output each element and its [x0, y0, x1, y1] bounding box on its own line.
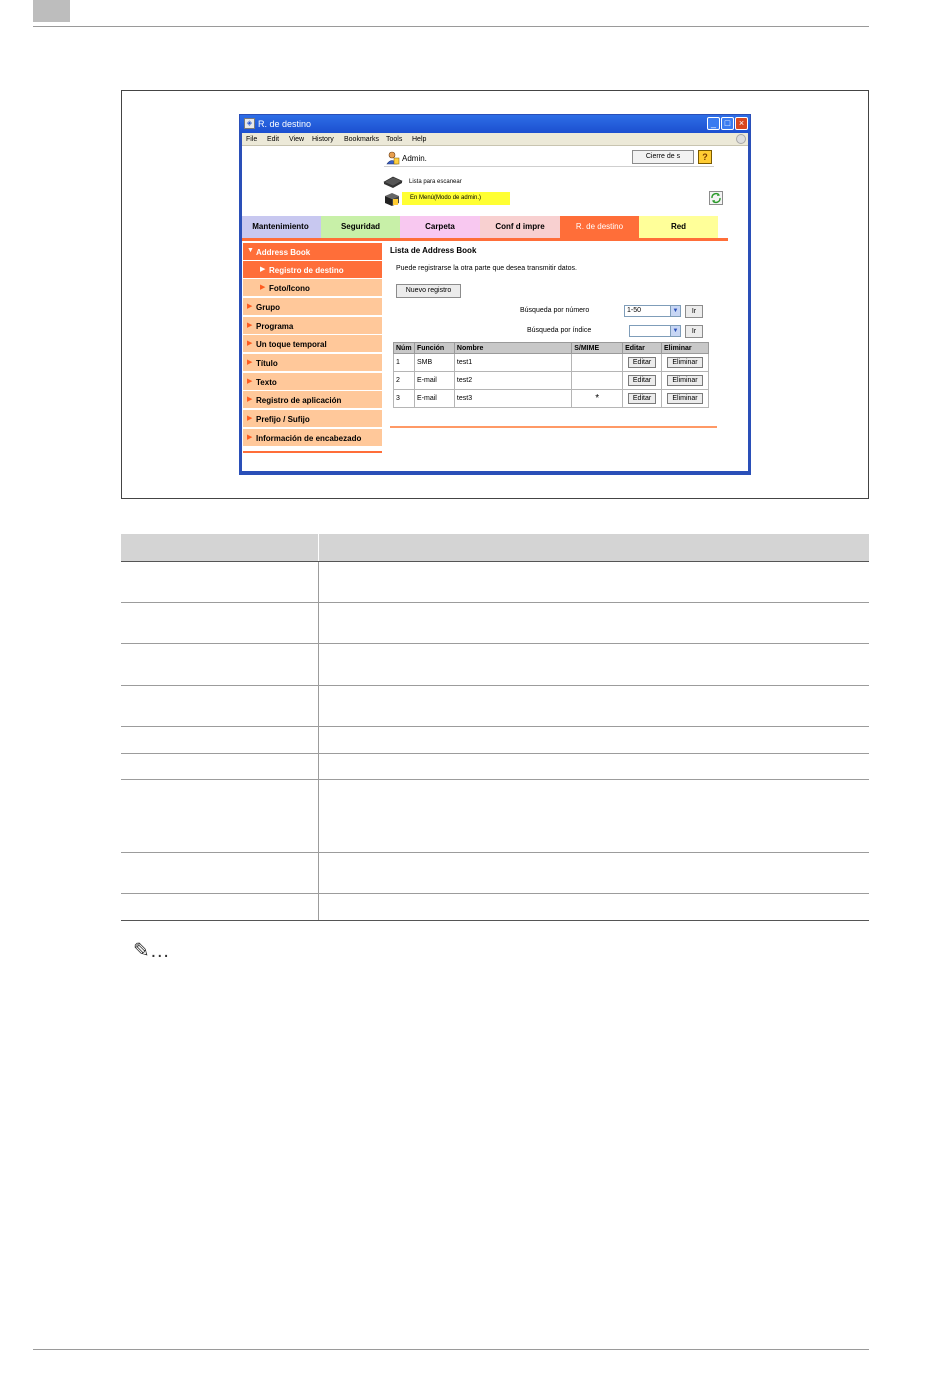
sidebar-item-registro-de-destino[interactable]: [243, 261, 382, 279]
sidebar-item-registro-de-aplicaci-n[interactable]: [243, 391, 382, 409]
cell-num: 2: [394, 372, 415, 390]
sidebar-item-foto-icono[interactable]: [243, 279, 382, 297]
sidebar-item-prefijo-sufijo[interactable]: [243, 410, 382, 428]
menu-bar: [240, 133, 750, 146]
triangle-right-icon: ▶: [247, 378, 253, 385]
cell-name: test2: [454, 372, 571, 390]
user-box-icon: [383, 191, 401, 207]
admin-label: Admin.: [402, 154, 427, 163]
delete-button[interactable]: Eliminar: [667, 393, 702, 404]
cell-delete: [662, 354, 709, 372]
sidebar-item-label: Un toque temporal: [256, 340, 327, 349]
scanner-status: Lista para escanear: [409, 179, 462, 185]
close-icon[interactable]: ×: [735, 117, 748, 130]
edit-button[interactable]: Editar: [628, 357, 656, 368]
sidebar-item-label: Registro de aplicación: [256, 396, 342, 405]
chevron-down-icon: ▼: [670, 306, 680, 316]
cell-smime: [572, 354, 623, 372]
header-edit: Editar: [623, 343, 662, 354]
search-number-label: Búsqueda por número: [520, 307, 590, 314]
help-button[interactable]: ?: [698, 150, 712, 164]
search-number-value: 1-50: [627, 307, 642, 314]
triangle-right-icon: ▶: [247, 415, 253, 422]
sidebar-item-label: Prefijo / Sufijo: [256, 415, 310, 424]
throbber-icon: [736, 134, 746, 144]
pencil-note-icon: ✎…: [133, 940, 170, 962]
maximize-icon[interactable]: □: [721, 117, 734, 130]
edit-button[interactable]: Editar: [628, 375, 656, 386]
page-title: Lista de Address Book: [390, 246, 477, 255]
go-index-button[interactable]: Ir: [685, 325, 703, 338]
table-body: [394, 354, 709, 408]
cell-smime: *: [572, 390, 623, 408]
sidebar-item-label: Información de encabezado: [256, 434, 362, 443]
tab-underline: [240, 238, 728, 241]
sidebar-item-label: Texto: [256, 378, 277, 387]
window-border-bottom: [240, 471, 750, 475]
triangle-right-icon: ▶: [247, 359, 253, 366]
menu-history[interactable]: History: [312, 136, 334, 143]
new-registration-button[interactable]: Nuevo registro: [396, 284, 461, 298]
header-delete: Eliminar: [662, 343, 709, 354]
description-header-row: [121, 534, 869, 561]
edit-button[interactable]: Editar: [628, 393, 656, 404]
page-corner-tab: [33, 0, 70, 22]
header-name: Nombre: [454, 343, 571, 354]
tab-seguridad[interactable]: Seguridad: [321, 216, 400, 238]
delete-button[interactable]: Eliminar: [667, 375, 702, 386]
content-bottom-rule: [390, 426, 717, 428]
sidebar-item-label: Título: [256, 359, 278, 368]
cell-smime: [572, 372, 623, 390]
menu-view[interactable]: View: [289, 136, 305, 143]
sidebar-item-label: Grupo: [256, 303, 280, 312]
sidebar-item-texto[interactable]: [243, 373, 382, 391]
cell-function: E-mail: [414, 372, 454, 390]
minimize-icon[interactable]: _: [707, 117, 720, 130]
header-function: Función: [414, 343, 454, 354]
sidebar-item-label: Registro de destino: [269, 266, 344, 275]
triangle-right-icon: ▶: [247, 303, 253, 310]
sidebar-item-label: Foto/Icono: [269, 284, 310, 293]
menu-bookmarks[interactable]: Bookmarks: [344, 136, 380, 143]
mode-status: En Menú(Modo de admin.): [410, 195, 482, 201]
sidebar-item-un-toque-temporal[interactable]: [243, 335, 382, 353]
address-book-table: [393, 342, 709, 408]
cell-function: SMB: [414, 354, 454, 372]
go-number-button[interactable]: Ir: [685, 305, 703, 318]
table-row: [394, 354, 709, 372]
search-index-label: Búsqueda por índice: [527, 327, 592, 334]
triangle-right-icon: ▶: [247, 434, 253, 441]
refresh-icon[interactable]: [709, 191, 723, 205]
cell-delete: [662, 390, 709, 408]
triangle-down-icon: ▼: [247, 247, 254, 254]
menu-tools[interactable]: Tools: [386, 136, 403, 143]
delete-button[interactable]: Eliminar: [667, 357, 702, 368]
cell-function: E-mail: [414, 390, 454, 408]
description-row: [121, 602, 869, 643]
description-header-col1: [121, 534, 318, 561]
admin-user-icon: [386, 151, 400, 165]
menu-help[interactable]: Help: [412, 136, 427, 143]
table-row: [394, 390, 709, 408]
window-title: R. de destino: [258, 119, 312, 129]
chevron-down-icon: ▼: [670, 326, 680, 336]
sidebar-item-label: Programa: [256, 322, 294, 331]
triangle-right-icon: ▶: [260, 266, 266, 273]
search-number-select[interactable]: [624, 305, 681, 317]
logout-button[interactable]: Cierre de s: [632, 150, 694, 164]
description-row: [121, 779, 869, 852]
triangle-right-icon: ▶: [247, 340, 253, 347]
top-rule: [33, 26, 869, 27]
admin-divider: [384, 166, 714, 167]
cell-num: 1: [394, 354, 415, 372]
sidebar-item-t-tulo[interactable]: [243, 354, 382, 372]
window-border-left: [240, 133, 242, 473]
sidebar-item-informaci-n-de-encabezado[interactable]: [243, 429, 382, 447]
tab-r-de-destino[interactable]: R. de destino: [560, 216, 639, 238]
cell-edit: [623, 390, 662, 408]
table-row: [394, 372, 709, 390]
scanner-icon: [383, 176, 403, 188]
description-header-col2: [318, 534, 869, 561]
cell-name: test3: [454, 390, 571, 408]
header-num: Núm: [394, 343, 415, 354]
description-row: [121, 685, 869, 726]
tab-carpeta[interactable]: Carpeta: [400, 216, 480, 238]
cell-num: 3: [394, 390, 415, 408]
bottom-rule: [33, 1349, 869, 1350]
browser-window: [239, 114, 751, 475]
page-icon: ◈: [244, 118, 255, 129]
sidebar-item-address-book[interactable]: [243, 243, 382, 261]
search-index-select[interactable]: [629, 325, 681, 337]
cell-edit: [623, 372, 662, 390]
description-row: [121, 893, 869, 920]
page-description: Puede registrarse la otra parte que desea transmitir datos.: [396, 265, 577, 272]
cell-name: test1: [454, 354, 571, 372]
table-header-row: [394, 343, 709, 354]
triangle-right-icon: ▶: [247, 396, 253, 403]
sidebar-bottom-rule: [243, 451, 382, 453]
tab-red[interactable]: Red: [639, 216, 718, 238]
description-table: [121, 534, 869, 921]
description-row: [121, 726, 869, 753]
cell-delete: [662, 372, 709, 390]
menu-edit[interactable]: Edit: [267, 136, 280, 143]
cell-edit: [623, 354, 662, 372]
triangle-right-icon: ▶: [260, 284, 266, 291]
sidebar-item-grupo[interactable]: [243, 298, 382, 316]
tab-mantenimiento[interactable]: Mantenimiento: [240, 216, 321, 238]
description-row: [121, 561, 869, 602]
triangle-right-icon: ▶: [247, 322, 253, 329]
sidebar-item-programa[interactable]: [243, 317, 382, 335]
header-smime: S/MIME: [572, 343, 623, 354]
menu-file[interactable]: File: [246, 136, 258, 143]
window-border-right: [748, 133, 750, 473]
description-row: [121, 852, 869, 893]
sidebar-item-label: Address Book: [256, 248, 311, 257]
tab-conf-d-impre[interactable]: Conf d impre: [480, 216, 560, 238]
description-row: [121, 643, 869, 685]
description-row: [121, 753, 869, 779]
title-bar[interactable]: [240, 115, 750, 133]
